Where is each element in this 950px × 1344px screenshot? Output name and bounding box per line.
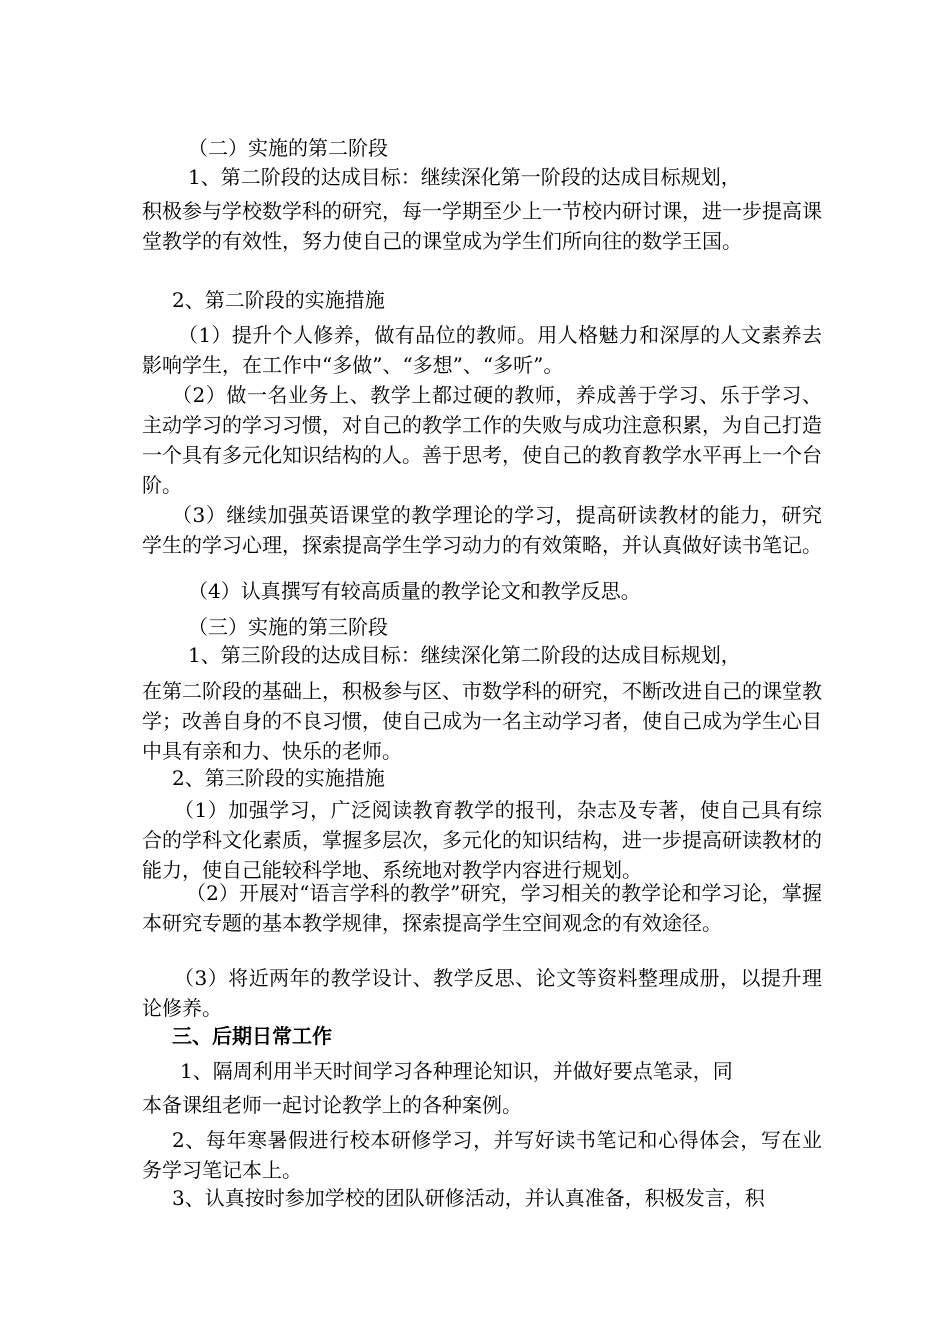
paragraph: 1、第三阶段的达成目标：继续深化第二阶段的达成目标规划， <box>188 643 741 667</box>
section-heading-stage-two: （二）实施的第二阶段 <box>188 136 388 160</box>
subsection-heading: 2、第三阶段的实施措施 <box>172 766 385 790</box>
paragraph: 1、第二阶段的达成目标：继续深化第一阶段的达成目标规划， <box>188 165 741 189</box>
paragraph: 2、每年寒暑假进行校本研修学习，并写好读书笔记和心得体会，写在业务学习笔记本上。 <box>142 1128 822 1182</box>
paragraph: （2）开展对“语言学科的教学”研究，学习相关的教学论和学习论，掌握本研究专题的基本教学规律，探索提高学生空间观念的有效途径。 <box>142 881 822 935</box>
paragraph: 在第二阶段的基础上，积极参与区、市数学科的研究，不断改进自己的课堂教学；改善自身的不良习惯，使自己成为一名主动学习者，使自己成为学生心目中具有亲和力、快乐的老师。 <box>142 679 822 763</box>
paragraph: （1）提升个人修养，做有品位的教师。用人格魅力和深厚的人文素养去影响学生，在工作中“多做”、“多想”、“多听”。 <box>142 323 822 377</box>
paragraph: （2）做一名业务上、教学上都过硬的教师，养成善于学习、乐于学习、主动学习的学习习惯，对自己的教学工作的失败与成功注意积累，为自己打造一个具有多元化知识结构的人。善于思考，使自己的教育教学水平再上一个台阶。 <box>142 383 822 497</box>
paragraph: （3）继续加强英语课堂的教学理论的学习，提高研读教材的能力，研究学生的学习心理，探索提高学生学习动力的有效策略，并认真做好读书笔记。 <box>142 503 822 557</box>
paragraph: 积极参与学校数学科的研究，每一学期至少上一节校内研讨课，进一步提高课堂教学的有效性，努力使自己的课堂成为学生们所向往的数学王国。 <box>142 199 822 253</box>
paragraph: 本备课组老师一起讨论教学上的各种案例。 <box>142 1093 522 1117</box>
subsection-heading: 2、第二阶段的实施措施 <box>172 288 385 312</box>
paragraph: 1、隔周利用半天时间学习各种理论知识，并做好要点笔录，同 <box>180 1059 733 1083</box>
section-heading-daily-work: 三、后期日常工作 <box>172 1024 332 1048</box>
paragraph: （1）加强学习，广泛阅读教育教学的报刊，杂志及专著，使自己具有综合的学科文化素质，掌握多层次，多元化的知识结构，进一步提高研读教材的能力，使自己能较科学地、系统地对教学内容进行规划。 <box>142 798 822 882</box>
section-heading-stage-three: （三）实施的第三阶段 <box>188 615 388 639</box>
paragraph: 3、认真按时参加学校的团队研修活动，并认真准备，积极发言，积 <box>172 1186 765 1210</box>
paragraph: （4）认真撰写有较高质量的教学论文和教学反思。 <box>188 579 641 603</box>
paragraph: （3）将近两年的教学设计、教学反思、论文等资料整理成册，以提升理论修养。 <box>142 966 822 1020</box>
